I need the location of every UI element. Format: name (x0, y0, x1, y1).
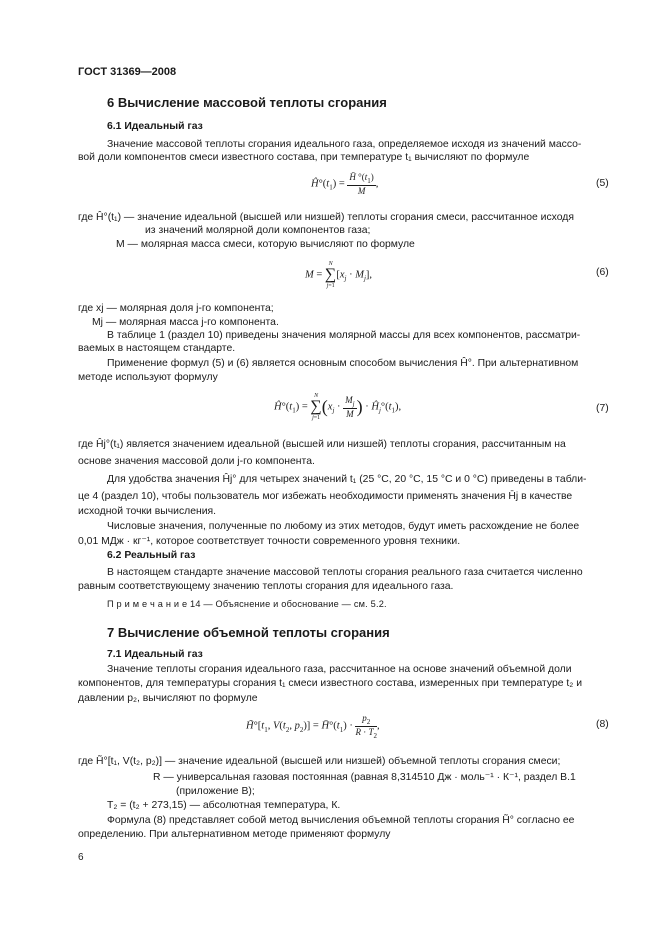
definition-line: T₂ = (t₂ + 273,15) — абсолютная температура, К. (107, 800, 341, 811)
paragraph-line: це 4 (раздел 10), чтобы пользователь мог избежать необходимости применять значения H̄j в качестве (78, 491, 573, 502)
paragraph-line: ваемых в настоящем стандарте. (78, 343, 236, 354)
equation-number: (6) (596, 267, 609, 278)
paragraph-line: Для удобства значения Ĥj° для четырех значений t₁ (25 °C, 20 °C, 15 °C и 0 °C) приведены в табли- (107, 474, 587, 485)
paragraph-line: Значение теплоты сгорания идеального газа, рассчитанное на основе значений объемной доли (107, 664, 572, 675)
paragraph-line: определению. При альтернативном методе применяют формулу (78, 829, 391, 840)
equation-5: $Ĥ^\circ(t_1)$ = $\frac{H̄ ^\circ(t_1)}{M}$ , (311, 172, 379, 196)
section-6-title: 6 Вычисление массовой теплоты сгорания (107, 95, 387, 110)
paragraph-line: где Ĥj°(t₁) является значением идеальной (высшей или низшей) теплоты сгорания, рассчитанным на (78, 439, 566, 450)
paragraph-line: Значение массовой теплоты сгорания идеального газа, определяемое исходя из значений массо- (107, 139, 582, 150)
subsection-6-1-title: 6.1 Идеальный газ (107, 121, 203, 132)
definition-line: R — универсальная газовая постоянная (равная 8,314510 Дж · моль⁻¹ · К⁻¹, раздел В.1 (153, 772, 576, 783)
paragraph-line: В настоящем стандарте значение массовой теплоты сгорания реального газа считается численно (107, 567, 583, 578)
equation-7: $Ĥ^\circ(t_1)$ = N ∑ j=1 ($x_j$ · $\frac{M_j}{M}$ ) · $Ĥ_j^\circ(t_1)$, (274, 393, 402, 421)
paragraph-line: 0,01 МДж · кг⁻¹, которое соответствует точности современного уровня техники. (78, 536, 461, 547)
paragraph-line: исходной точки вычисления. (78, 506, 217, 517)
paragraph-line: Числовые значения, полученные по любому из этих методов, будут иметь расхождение не более (107, 521, 580, 532)
equation-number: (5) (596, 178, 609, 189)
definition-line: где xj — молярная доля j-го компонента; (78, 303, 274, 314)
equation-8: $H̃^\circ[t_1$, $V(t_2$, $p_2$)] = $H̄^\circ(t_1)$ · $\frac{p_2}{R \cdot T_2}$ , (246, 713, 380, 740)
paragraph-line: В таблице 1 (раздел 10) приведены значения молярной массы для всех компонентов, рассматри- (107, 330, 581, 341)
paragraph-line: компонентов, для температуры сгорания t₁ смеси известного состава, измеренных при температуре t₂ и (78, 678, 583, 689)
definition-line: где Ĥ°(t₁) — значение идеальной (высшей или низшей) теплоты сгорания смеси, рассчитанное исходя (78, 212, 574, 223)
document-code: ГОСТ 31369—2008 (78, 66, 177, 78)
paragraph-line: давлении p₂, вычисляют по формуле (78, 693, 258, 704)
note: П р и м е ч а н и е 14 — Объяснение и обоснование — см. 5.2. (107, 599, 387, 609)
paragraph-line: Формула (8) представляет собой метод вычисления объемной теплоты сгорания H̃° согласно ее (107, 815, 575, 826)
definition-line: (приложение В); (176, 786, 255, 797)
paragraph-line: методе используют формулу (78, 372, 218, 383)
equation-number: (7) (596, 403, 609, 414)
paragraph-line: Применение формул (5) и (6) является основным способом вычисления Ĥ°. При альтернативном (107, 358, 579, 369)
paragraph-line: основе значения массовой доли j-го компонента. (78, 456, 315, 467)
definition-line: где H̃°[t₁, V(t₂, p₂)] — значение идеальной (высшей или низшей) объемной теплоты сгорания смеси; (78, 756, 561, 767)
paragraph-line: равным соответствующему значению теплоты сгорания для идеального газа. (78, 581, 454, 592)
section-7-title: 7 Вычисление объемной теплоты сгорания (107, 625, 390, 640)
definition-line: из значений молярной доли компонентов газа; (145, 225, 371, 236)
definition-line: Mj — молярная масса j-го компонента. (92, 317, 279, 328)
equation-number: (8) (596, 719, 609, 730)
subsection-6-2-title: 6.2 Реальный газ (107, 550, 196, 561)
subsection-7-1-title: 7.1 Идеальный газ (107, 649, 203, 660)
page-number: 6 (78, 852, 84, 863)
definition-line: M — молярная масса смеси, которую вычисляют по формуле (116, 239, 415, 250)
paragraph-line: вой доли компонентов смеси известного состава, при температуре t₁ вычисляют по формуле (78, 152, 530, 163)
equation-6: M = N ∑ j=1 $[x_j \cdot M_j]$, (305, 261, 373, 289)
